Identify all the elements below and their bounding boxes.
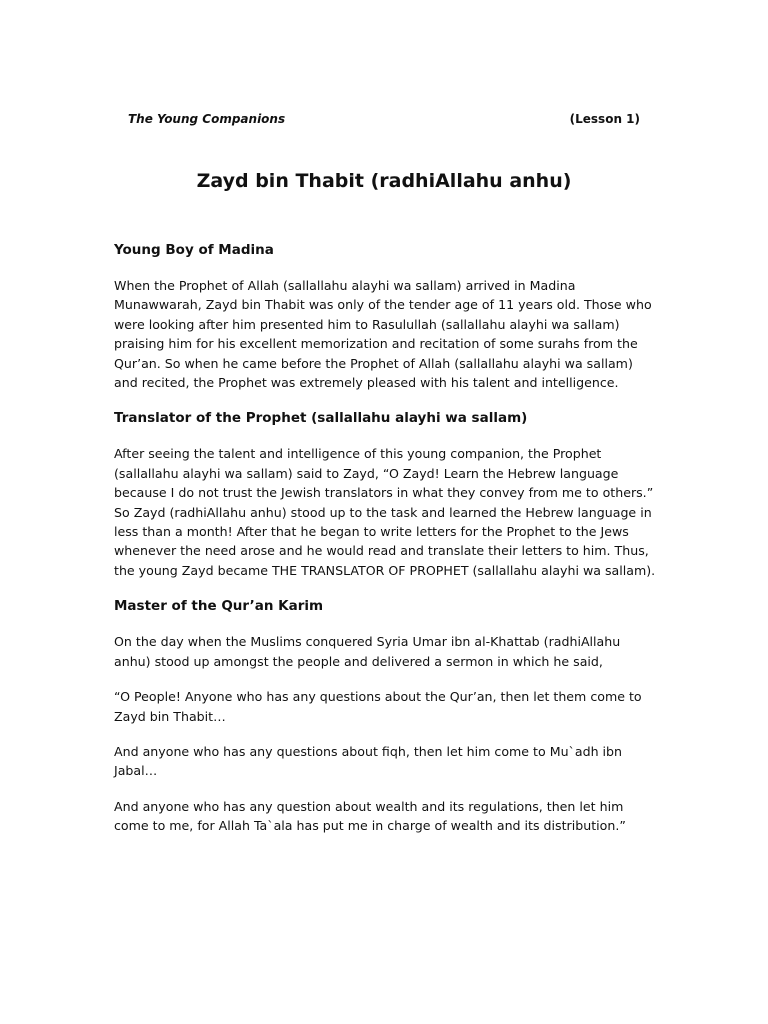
section-paragraph: On the day when the Muslims conquered Syria Umar ibn al-Khattab (radhiAllahu anhu) stood up amongst the people and delivered a sermon in which he said, (114, 634, 621, 669)
section-paragraph: “O People! Anyone who has any questions about the Qur’an, then let them come to Zayd bin Thabit… (114, 689, 642, 724)
series-title: The Young Companions (128, 112, 286, 126)
section-heading-young-boy: Young Boy of Madina (114, 242, 274, 258)
lesson-number: (Lesson 1) (569, 112, 640, 126)
section-paragraph: And anyone who has any questions about fiqh, then let him come to Mu`adh ibn Jabal… (114, 743, 623, 779)
section-paragraph: When the Prophet of Allah (sallallahu alayhi wa sallam) arrived in Madina Munawwarah, Zayd bin Thabit was only of the tender age of 11 years old. Those who were looking after him presented him to Rasulullah (sallallahu alayhi wa sallam) praising him for his excellent memorization and recitation of some surahs from the Qur’an. So when he came before the Prophet of Allah (sallallahu alayhi wa sallam) and recited, the Prophet was extremely pleased with his talent and intelligence. (114, 278, 652, 391)
section-heading-translator: Translator of the Prophet (sallallahu alayhi wa sallam) (114, 410, 528, 427)
section-heading-master: Master of the Qur’an Karim (114, 598, 324, 615)
section-paragraph: After seeing the talent and intelligence of this young companion, the Prophet (sallallahu alayhi wa sallam) said to Zayd, “O Zayd! Learn the Hebrew language because I do not trust the Jewish translators in what they convey from me to others.” So Zayd (radhiAllahu anhu) stood up to the task and learned the Hebrew language in less than a month! After that he began to write letters for the Prophet to the Jews whenever the need arose and he would read and translate their letters to him. Thus, the young Zayd became THE TRANSLATOR OF PROPHET (sallallahu alayhi wa sallam). (114, 446, 656, 578)
document-body (114, 240, 656, 836)
document-title: Zayd bin Thabit (radhiAllahu anhu) (196, 170, 572, 192)
page-header (128, 112, 640, 130)
section-paragraph: And anyone who has any question about wealth and its regulations, then let him come to me, for Allah Ta`ala has put me in charge of wealth and its distribution.” (114, 798, 626, 834)
